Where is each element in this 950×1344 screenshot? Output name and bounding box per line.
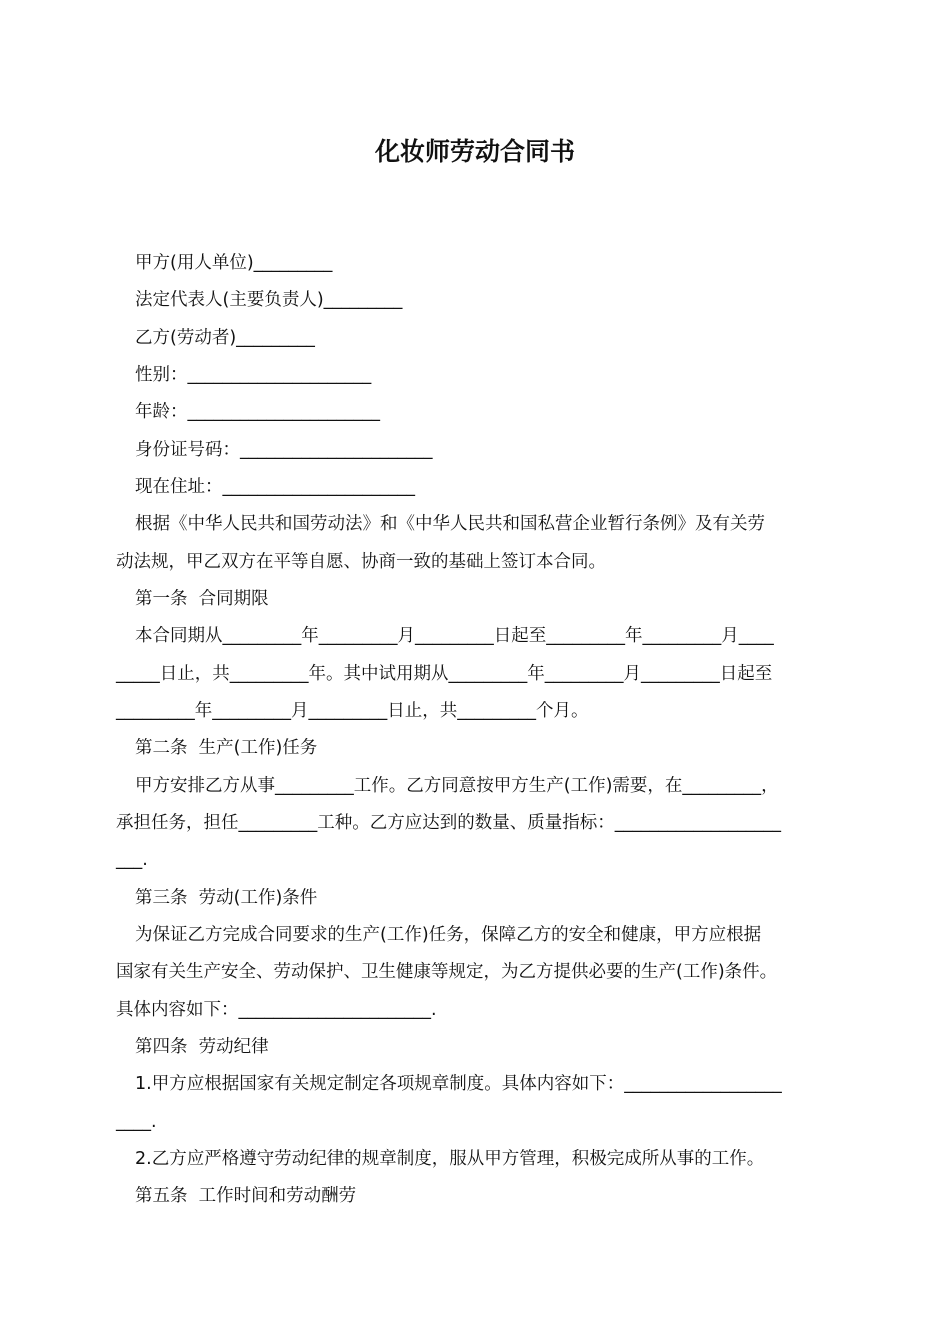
article-2-line-1: 甲方安排乙方从事_________工作。乙方同意按甲方生产(工作)需要，在_________， bbox=[135, 776, 779, 796]
article-3-heading: 第三条 劳动(工作)条件 bbox=[135, 888, 318, 908]
article-4-heading: 第四条 劳动纪律 bbox=[135, 1037, 269, 1057]
article-3-line-2: 国家有关生产安全、劳动保护、卫生健康等规定，为乙方提供必要的生产(工作)条件。 bbox=[116, 962, 778, 982]
article-1-line-2: _____日止，共_________年。其中试用期从_________年_________月_________日起至 bbox=[116, 664, 773, 684]
article-4-item-1-cont: ____. bbox=[116, 1112, 157, 1132]
article-3-line-1: 为保证乙方完成合同要求的生产(工作)任务，保障乙方的安全和健康，甲方应根据 bbox=[135, 925, 762, 945]
article-1-heading: 第一条 合同期限 bbox=[135, 589, 269, 609]
employer-field: 甲方(用人单位)_________ bbox=[135, 253, 333, 273]
article-4-item-2: 2.乙方应严格遵守劳动纪律的规章制度，服从甲方管理，积极完成所从事的工作。 bbox=[135, 1149, 765, 1169]
gender-field: 性别：_____________________ bbox=[135, 365, 372, 385]
article-2-heading: 第二条 生产(工作)任务 bbox=[135, 738, 318, 758]
id-number-field: 身份证号码：______________________ bbox=[135, 440, 433, 460]
article-4-item-1: 1.甲方应根据国家有关规定制定各项规章制度。具体内容如下：__________________ bbox=[135, 1074, 782, 1094]
address-field: 现在住址：______________________ bbox=[135, 477, 415, 497]
article-3-line-3: 具体内容如下：______________________. bbox=[116, 1000, 437, 1020]
employee-field: 乙方(劳动者)_________ bbox=[135, 328, 315, 348]
article-2-line-3: ___. bbox=[116, 850, 148, 870]
article-1-line-3: _________年_________月_________日止，共_________个月。 bbox=[116, 701, 589, 721]
article-1-line-1: 本合同期从_________年_________月_________日起至_________年_________月____ bbox=[135, 626, 774, 646]
preamble-line-1: 根据《中华人民共和国劳动法》和《中华人民共和国私营企业暂行条例》及有关劳 bbox=[135, 514, 765, 534]
preamble-line-2: 动法规，甲乙双方在平等自愿、协商一致的基础上签订本合同。 bbox=[116, 552, 606, 572]
document-title: 化妆师劳动合同书 bbox=[374, 137, 575, 166]
age-field: 年龄：______________________ bbox=[135, 402, 380, 422]
legal-representative-field: 法定代表人(主要负责人)_________ bbox=[135, 290, 403, 310]
article-5-heading: 第五条 工作时间和劳动酬劳 bbox=[135, 1186, 357, 1206]
article-2-line-2: 承担任务，担任_________工种。乙方应达到的数量、质量指标：___________________ bbox=[116, 813, 781, 833]
